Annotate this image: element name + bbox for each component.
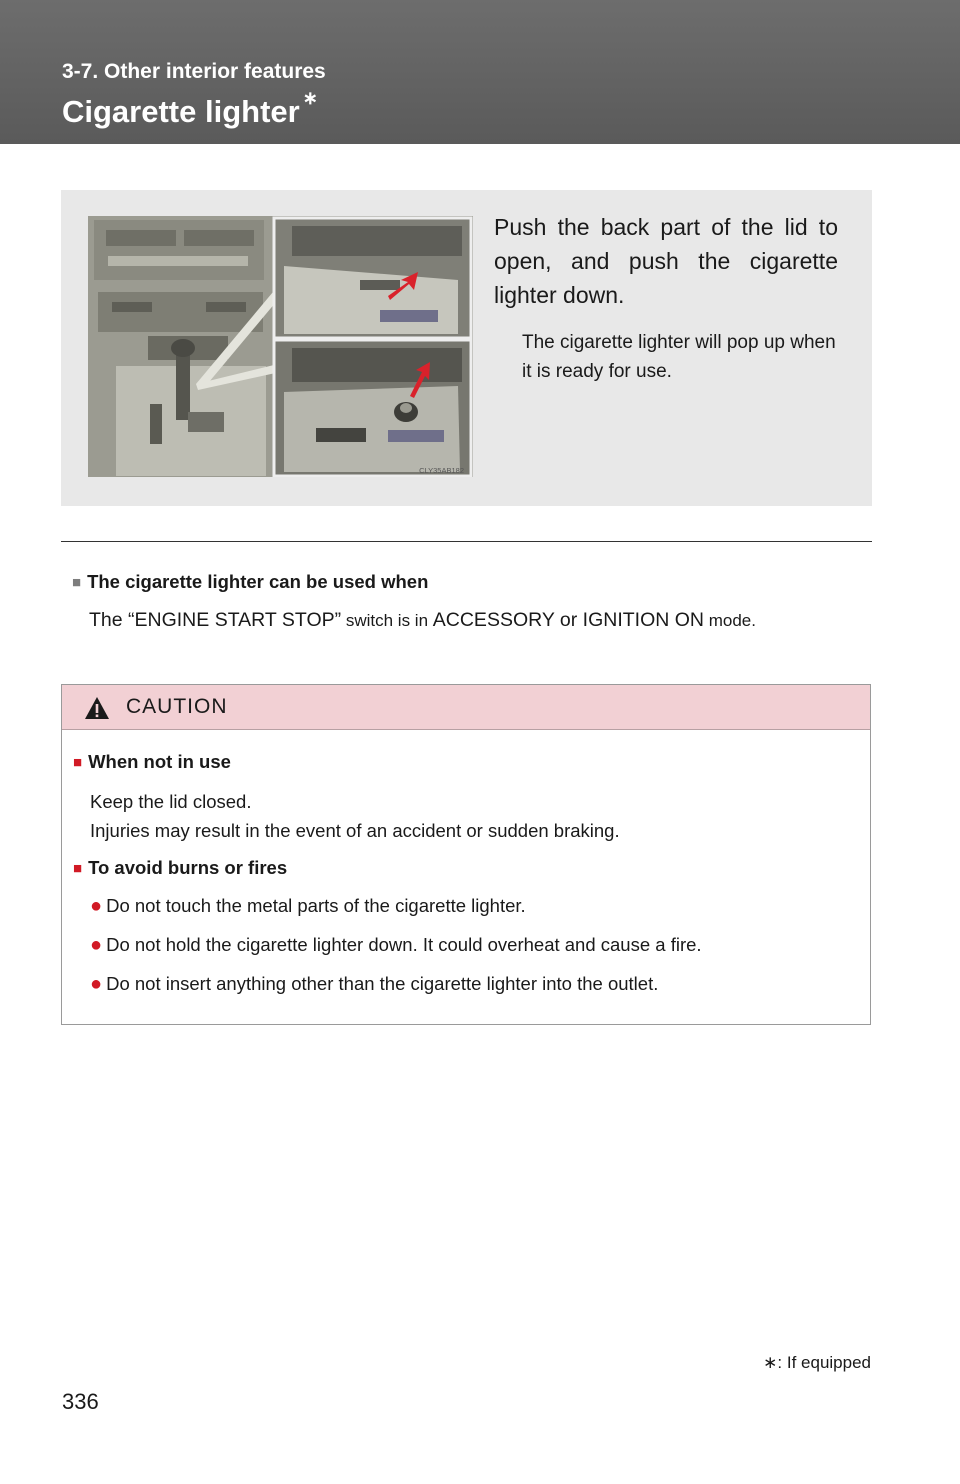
- footnote-marker: ∗: [302, 88, 318, 108]
- caution-text: Keep the lid closed.: [90, 791, 252, 812]
- image-code: CLY35AB182: [419, 466, 464, 475]
- usage-note-prefix: The “ENGINE START STOP”: [89, 609, 342, 631]
- caution-bullet-text: Do not touch the metal parts of the cigarette lighter.: [106, 895, 526, 916]
- caution-label: CAUTION: [126, 695, 228, 718]
- page-title: [62, 88, 318, 130]
- usage-note-modes: ACCESSORY or IGNITION ON: [432, 609, 705, 631]
- divider: [61, 541, 872, 542]
- caution-bullet-text: Do not hold the cigarette lighter down. It could overheat and cause a fire.: [106, 934, 702, 955]
- instruction-note: The cigarette lighter will pop up when it is ready for use.: [522, 332, 836, 382]
- caution-heading-not-in-use: [73, 751, 231, 773]
- page-number: 336: [62, 1389, 99, 1414]
- caution-bullet: [90, 895, 526, 918]
- caution-heading-burns: [73, 857, 287, 879]
- usage-note-mid: switch is in: [341, 611, 433, 630]
- square-bullet-icon: ■: [73, 754, 83, 771]
- console-illustration: [88, 216, 473, 477]
- usage-note-suffix: mode.: [704, 611, 756, 630]
- page-header: [0, 0, 960, 144]
- figure-box: [61, 190, 872, 506]
- caution-header: [62, 685, 870, 730]
- round-bullet-icon: ●: [90, 934, 103, 956]
- section-label: 3-7. Other interior features: [62, 60, 326, 83]
- footnote-text: : If equipped: [777, 1353, 871, 1372]
- square-bullet-icon: ■: [72, 574, 82, 591]
- caution-heading-text: To avoid burns or fires: [88, 857, 288, 878]
- caution-heading-text: When not in use: [88, 751, 231, 772]
- page-title-text: Cigarette lighter: [62, 94, 300, 129]
- square-bullet-icon: ■: [73, 860, 83, 877]
- caution-box: [61, 684, 871, 1025]
- round-bullet-icon: ●: [90, 973, 103, 995]
- caution-bullet: [90, 934, 702, 957]
- caution-bullet-text: Do not insert anything other than the cigarette lighter into the outlet.: [106, 973, 659, 994]
- usage-note-heading-text: The cigarette lighter can be used when: [87, 571, 429, 592]
- caution-text: Injuries may result in the event of an accident or sudden braking.: [90, 820, 620, 841]
- footnote: [763, 1353, 871, 1373]
- footnote-marker: ∗: [763, 1353, 778, 1372]
- usage-note-heading: [72, 571, 428, 593]
- round-bullet-icon: ●: [90, 895, 103, 917]
- instruction-text: Push the back part of the lid to open, and push the cigarette lighter down.: [494, 214, 838, 308]
- usage-note-body: [89, 609, 756, 632]
- warning-triangle-icon: [84, 696, 110, 720]
- caution-bullet: [90, 973, 658, 996]
